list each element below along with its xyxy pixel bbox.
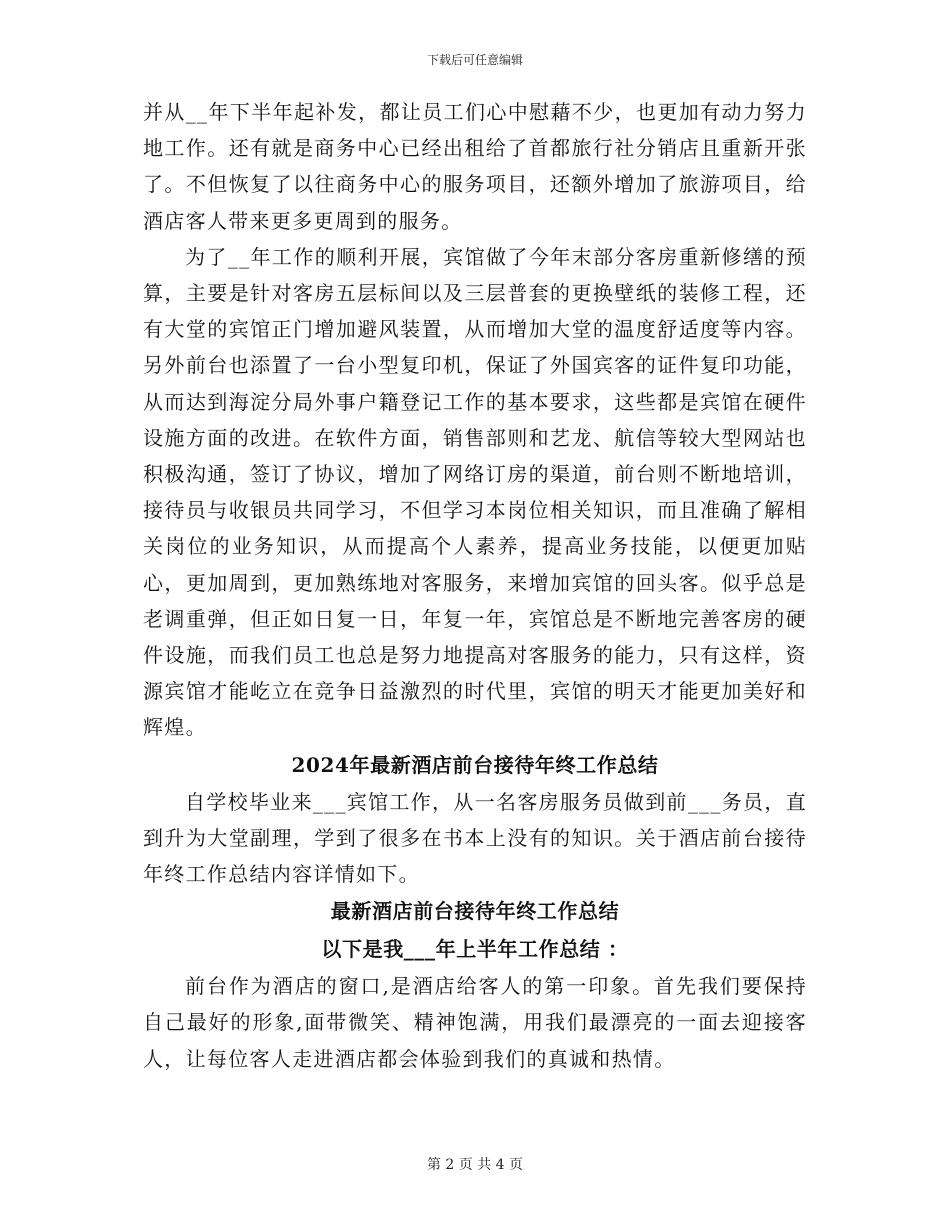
paragraph-4: 前台作为酒店的窗口,是酒店给客人的第一印象。首先我们要保持自己最好的形象,面带微笑、精神饱满，用我们最漂亮的一面去迎接客人，让每位客人走进酒店都会体验到我们的真诚和热情。 (143, 974, 807, 1071)
section-heading-2: 最新酒店前台接待年终工作总结 (330, 899, 620, 924)
section-heading-3: 以下是我___年上半年工作总结 ： (321, 937, 629, 962)
paragraph-1: 并从__年下半年起补发，都让员工们心中慰藉不少，也更加有动力努力地工作。还有就是商务中心已经出租给了首都旅行社分销店且重新开张了。不但恢复了以往商务中心的服务项目，还额外增加了旅游项目，给酒店客人带来更多更周到的服务。 (143, 100, 807, 233)
page-number: 第 2 页 共 4 页 (426, 1157, 524, 1173)
paragraph-3: 自学校毕业来___宾馆工作，从一名客房服务员做到前___务员，直到升为大堂副理，学到了很多在书本上没有的知识。关于酒店前台接待年终工作总结内容详情如下。 (143, 789, 807, 887)
section-heading-1: 2024年最新酒店前台接待年终工作总结 (291, 752, 659, 777)
page-header-note: 下载后可任意编辑 (426, 53, 523, 67)
document-body (143, 94, 807, 1077)
paragraph-2: 为了__年工作的顺利开展，宾馆做了今年末部分客房重新修缮的预算，主要是针对客房五层标间以及三层普套的更换壁纸的装修工程，还有大堂的宾馆正门增加避风装置，从而增加大堂的温度舒适度等内容。另外前台也添置了一台小型复印机，保证了外国宾客的证件复印功能，从而达到海淀分局外事户籍登记工作的基本要求，这些都是宾馆在硬件设施方面的改进。在软件方面，销售部则和艺龙、航信等较大型网站也积极沟通，签订了协议，增加了网络订房的渠道，前台则不断地培训，接待员与收银员共同学习，不但学习本岗位相关知识，而且准确了解相关岗位的业务知识，从而提高个人素养，提高业务技能，以便更加贴心，更加周到，更加熟练地对客服务，来增加宾馆的回头客。似乎总是老调重弹，但正如日复一日，年复一年，宾馆总是不断地完善客房的硬件设施，而我们员工也总是努力地提高对客服务的能力，只有这样，资源宾馆才能屹立在竞争日益激烈的时代里，宾馆的明天才能更加美好和辉煌。 (143, 244, 807, 740)
